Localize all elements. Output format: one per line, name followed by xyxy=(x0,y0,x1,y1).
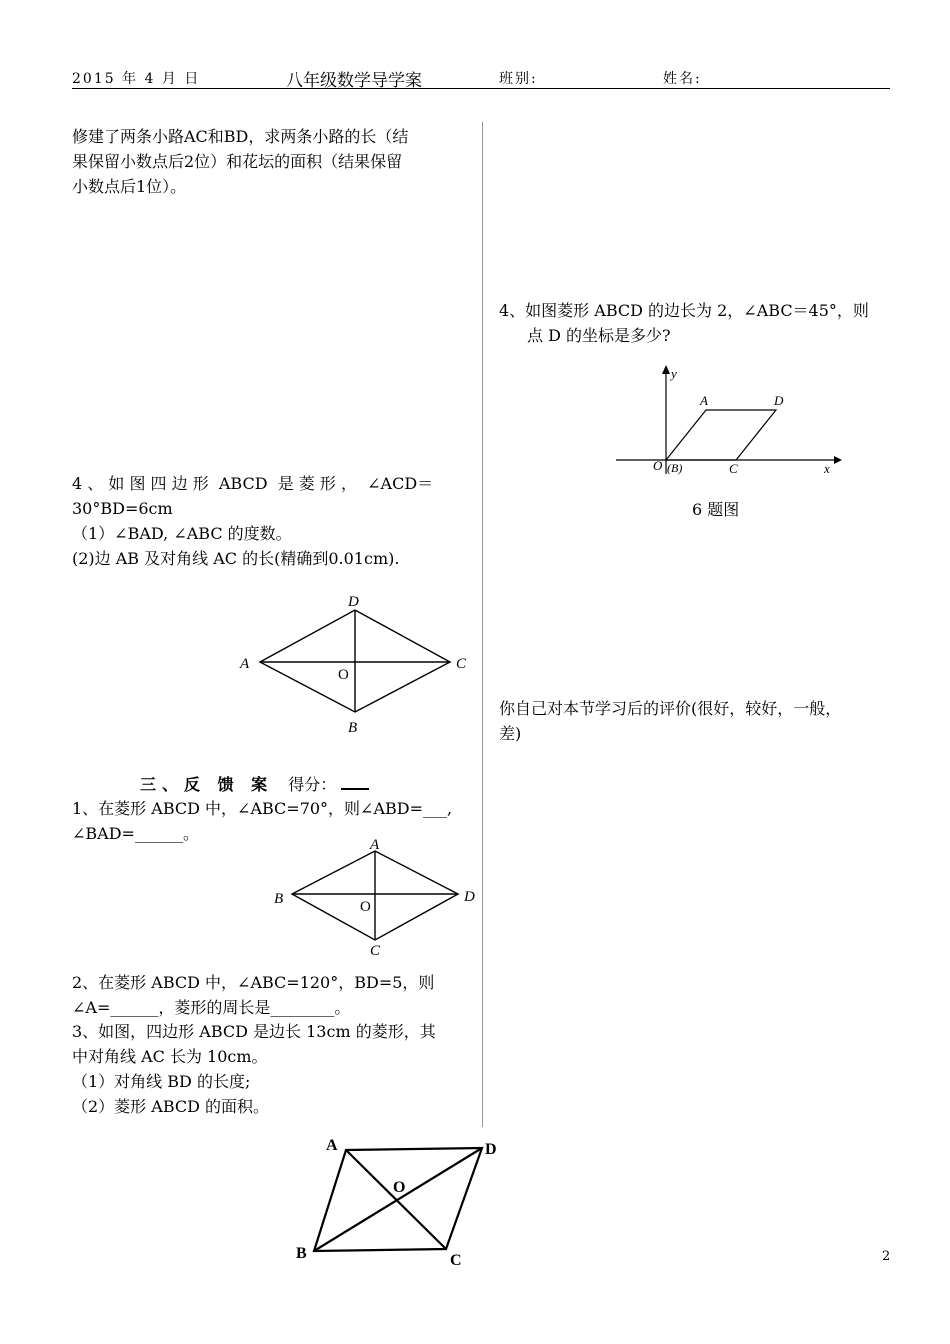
intro-line: 小数点后1位）。 xyxy=(72,177,187,196)
header-name-label: 姓名: xyxy=(663,71,702,87)
feedback-section-title-row xyxy=(140,772,369,797)
column-divider xyxy=(482,122,483,1127)
question-line: ∠A=______，菱形的周长是________。 xyxy=(72,998,351,1017)
figure-caption: 6 题图 xyxy=(692,500,740,519)
question-line: （1）∠BAD, ∠ABC 的度数。 xyxy=(72,524,292,543)
evaluation-line: 你自己对本节学习后的评价(很好，较好，一般， xyxy=(499,699,842,718)
label-c: C xyxy=(450,1252,462,1269)
rhombus-figure-1 xyxy=(230,588,480,738)
rhombus-figure-2 xyxy=(268,832,490,962)
label-a: A xyxy=(370,837,380,853)
label-o: O xyxy=(360,899,371,915)
question-line: (2)边 AB 及对角线 AC 的长(精确到0.01cm). xyxy=(72,549,400,568)
label-c: C xyxy=(729,461,738,476)
question-line: ∠BAD=______。 xyxy=(72,824,199,843)
header-title: 八年级数学导学案 xyxy=(286,71,422,91)
intro-line: 修建了两条小路AC和BD，求两条小路的长（结 xyxy=(72,127,409,146)
evaluation-line: 差) xyxy=(499,724,522,743)
question-line: 3、如图，四边形 ABCD 是边长 13cm 的菱形，其 xyxy=(72,1022,436,1041)
label-o: O xyxy=(338,667,349,683)
question-line: 1、在菱形 ABCD 中，∠ABC=70°，则∠ABD=___, xyxy=(72,799,453,818)
question-line: （2）菱形 ABCD 的面积。 xyxy=(72,1097,270,1116)
label-d: D xyxy=(464,889,475,905)
header-class-label: 班别: xyxy=(499,71,538,87)
score-label: 得分： xyxy=(288,775,337,794)
question-line: 4 、 如 图 四 边 形 ABCD 是 菱 形 ， ∠ACD＝ xyxy=(72,474,434,493)
intro-line: 果保留小数点后2位）和花坛的面积（结果保留 xyxy=(72,152,403,171)
label-d: D xyxy=(348,594,359,610)
question-line: 中对角线 AC 长为 10cm。 xyxy=(72,1047,268,1066)
self-evaluation xyxy=(499,696,894,746)
header-date: 2015 年 4 月 日 xyxy=(72,71,201,87)
label-a: A xyxy=(700,393,708,408)
label-o: O xyxy=(393,1179,406,1196)
label-d: D xyxy=(774,393,784,408)
label-b: B xyxy=(348,720,358,736)
question-line: 4、如图菱形 ABCD 的边长为 2，∠ABC＝45°，则 xyxy=(499,301,869,320)
page-number: 2 xyxy=(882,1249,891,1264)
label-c: C xyxy=(456,656,467,672)
question-line: 点 D 的坐标是多少? xyxy=(527,326,671,345)
feedback-section-title: 三、反 馈 案 xyxy=(140,775,274,794)
label-b: (B) xyxy=(667,461,683,475)
question-line: （1）对角线 BD 的长度; xyxy=(72,1072,251,1091)
label-o: O xyxy=(653,458,663,473)
label-b: B xyxy=(296,1245,307,1262)
label-d: D xyxy=(485,1141,497,1158)
header-rule xyxy=(72,88,890,89)
feedback-question-2 xyxy=(72,970,472,1020)
label-x: x xyxy=(824,461,830,476)
coordinate-figure xyxy=(612,362,852,482)
label-a: A xyxy=(326,1137,338,1154)
question-line: 2、在菱形 ABCD 中，∠ABC=120°，BD=5，则 xyxy=(72,973,435,992)
label-c: C xyxy=(370,943,381,959)
rhombus-figure-3 xyxy=(290,1128,510,1273)
question-line: 30°BD=6cm xyxy=(72,499,173,518)
intro-paragraph xyxy=(72,124,472,199)
feedback-question-3 xyxy=(72,1019,472,1119)
label-y: y xyxy=(671,366,677,381)
question-4-left xyxy=(72,471,472,571)
score-blank xyxy=(341,774,369,790)
label-a: A xyxy=(240,656,250,672)
label-b: B xyxy=(274,891,284,907)
question-4-right xyxy=(499,298,894,348)
